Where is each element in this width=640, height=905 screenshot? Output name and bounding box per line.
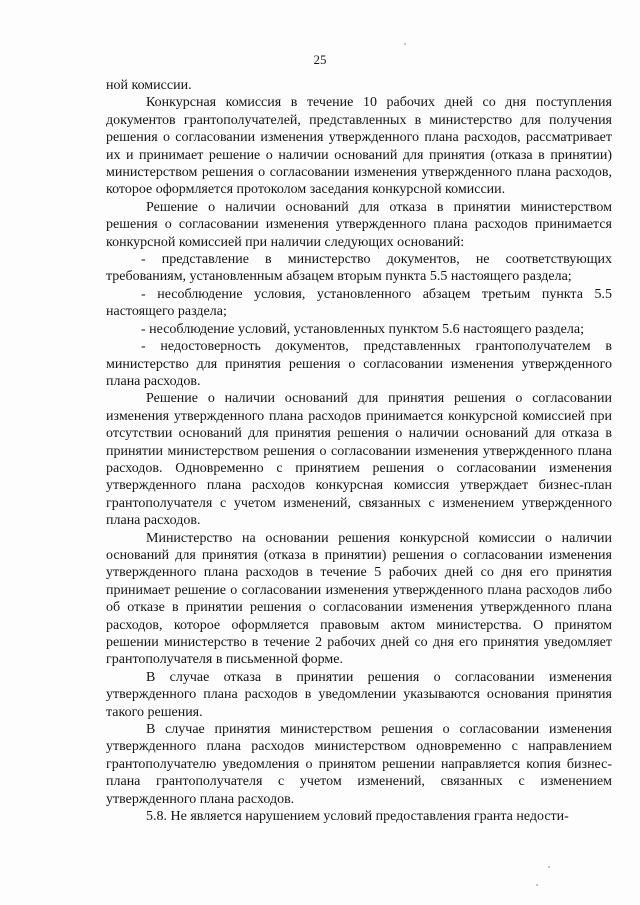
scan-speck	[404, 43, 406, 45]
paragraph-refusal-grounds-intro: Решение о наличии оснований для отказа в принятии министерством решения о согласовании изменения утвержденного плана расходов принимается конкурсной комиссией при наличии следующих оснований:	[106, 199, 612, 250]
paragraph-approval-notice: В случае принятия министерством решения о согласовании изменения утвержденного плана расходов министерством одновременно с направлением грантополучателю уведомления о принятом решении направляется копия бизнес-плана грантополучателя с учетом изменений, связанных с изменением утвержденного плана расходов.	[106, 722, 612, 807]
list-item-ground-conditions-5-6: - несоблюдение условий, установленных пунктом 5.6 настоящего раздела;	[141, 321, 584, 337]
paragraph-commission-review: Конкурсная комиссия в течение 10 рабочих дней со дня поступления документов грантополучателей, представленных в министерство для получения решения о согласовании изменения утвержденного плана расходов, рассматривает их и принимает решение о наличии оснований для принятия (отказа в принятии) министерством решения о согласовании изменения утвержденного плана расходов, которое оформляется протоколом заседания конкурсной комиссии.	[106, 95, 612, 198]
paragraph-ministry-decision: Министерство на основании решения конкурсной комиссии о наличии оснований для принятия (отказа в принятии) решения о согласовании изменения утвержденного плана расходов в течение 5 рабочих дней со дня его принятия принимает решение о согласовании изменения утвержденного плана расходов либо об отказе в принятии решения о согласовании изменения утвержденного плана расходов, которое оформляется правовым актом министерства. О принятом решении министерство в течение 2 рабочих дней со дня его принятия уведомляет грантополучателя в письменной форме.	[106, 530, 612, 668]
paragraph-refusal-notice: В случае отказа в принятии решения о согласовании изменения утвержденного плана расходов в уведомлении указываются основания принятия такого решения.	[106, 669, 612, 720]
scan-speck	[536, 884, 538, 886]
paragraph-approval-grounds: Решение о наличии оснований для принятия решения о согласовании изменения утвержденного плана расходов принимается конкурсной комиссией при отсутствии оснований для принятия решения о наличии оснований для отказа в принятии министерством решения о согласовании изменения утвержденного плана расходов. Одновременно с принятием решения о согласовании изменения утвержденного плана расходов конкурсная комиссия утверждает бизнес-план грантополучателя с учетом изменений, связанных с изменением утвержденного плана расходов.	[106, 391, 612, 529]
body-text	[106, 77, 612, 825]
scan-speck	[548, 866, 550, 868]
list-item-ground-condition: - несоблюдение условия, установленного абзацем третьим пункта 5.5 настоящего раздела;	[106, 286, 612, 320]
paragraph-section-5-8: 5.8. Не является нарушением условий предоставления гранта недости-	[146, 809, 569, 825]
list-item-ground-documents: - представление в министерство документов, не соответствующих требованиям, установленным абзацем вторым пункта 5.5 настоящего раздела;	[106, 252, 612, 285]
page-number: 25	[313, 52, 327, 67]
paragraph-continuation: ной комиссии.	[106, 78, 192, 93]
list-item-ground-unreliable-documents: - недостоверность документов, представленных грантополучателем в министерство для принятия решения о согласовании изменения утвержденного плана расходов.	[106, 339, 612, 389]
